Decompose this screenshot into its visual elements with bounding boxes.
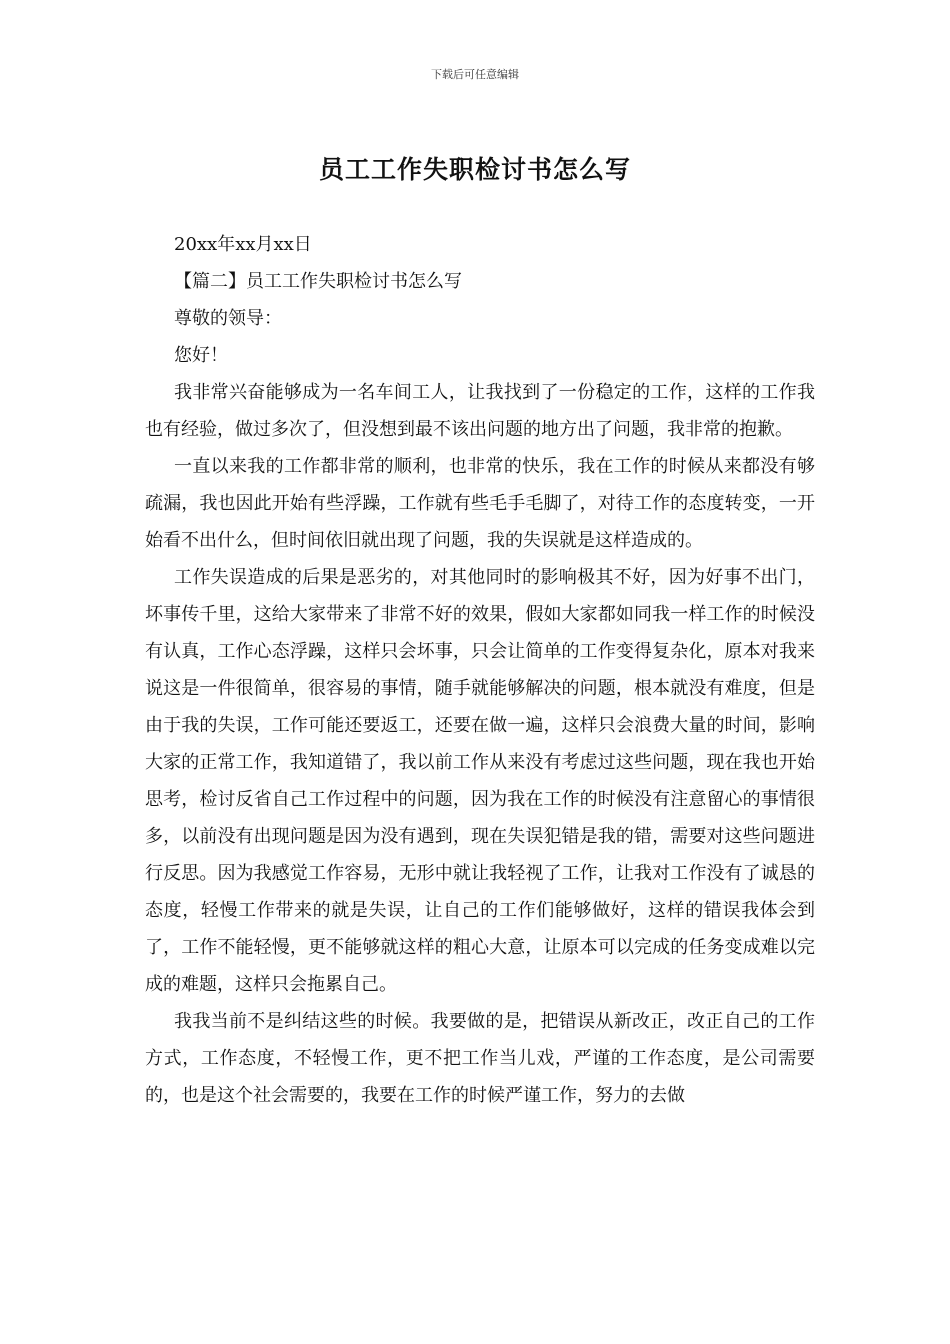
salutation: 尊敬的领导： [174,308,282,329]
body-paragraph: 工作失误造成的后果是恶劣的，对其他同时的影响极其不好，因为好事不出门，坏事传千里，这给大家带来了非常不好的效果，假如大家都如同我一样工作的时候没有认真，工作心态浮躁，这样只会坏事，只会让简单的工作变得复杂化，原本对我来说这是一件很简单，很容易的事情，随手就能够解决的问题，根本就没有难度，但是由于我的失误，工作可能还要返工，还要在做一遍，这样只会浪费大量的时间，影响大家的正常工作，我知道错了，我以前工作从来没有考虑过这些问题，现在我也开始思考，检讨反省自己工作过程中的问题，因为我在工作的时候没有注意留心的事情很多，以前没有出现问题是因为没有遇到，现在失误犯错是我的错，需要对这些问题进行反思。因为我感觉工作容易，无形中就让我轻视了工作，让我对工作没有了诚恳的态度，轻慢工作带来的就是失误，让自己的工作们能够做好，这样的错误我体会到了，工作不能轻慢，更不能够就这样的粗心大意，让原本可以完成的任务变成难以完成的难题，这样只会拖累自己。 [145,567,815,995]
greeting: 您好！ [174,345,228,366]
document-title: 员工工作失职检讨书怎么写 [318,155,631,184]
date-line: 20xx年xx月xx日 [174,234,312,255]
header-note: 下载后可任意编辑 [431,68,519,81]
document-body [145,226,815,1114]
section-heading: 【篇二】员工工作失职检讨书怎么写 [174,271,462,292]
body-paragraph: 我我当前不是纠结这些的时候。我要做的是，把错误从新改正，改正自己的工作方式，工作态度，不轻慢工作，更不把工作当儿戏，严谨的工作态度，是公司需要的，也是这个社会需要的，我要在工作的时候严谨工作，努力的去做 [145,1011,815,1106]
body-paragraph: 我非常兴奋能够成为一名车间工人，让我找到了一份稳定的工作，这样的工作我也有经验，做过多次了，但没想到最不该出问题的地方出了问题，我非常的抱歉。 [145,382,815,440]
body-paragraph: 一直以来我的工作都非常的顺利，也非常的快乐，我在工作的时候从来都没有够疏漏，我也因此开始有些浮躁，工作就有些毛手毛脚了，对待工作的态度转变，一开始看不出什么，但时间依旧就出现了问题，我的失误就是这样造成的。 [145,456,815,551]
